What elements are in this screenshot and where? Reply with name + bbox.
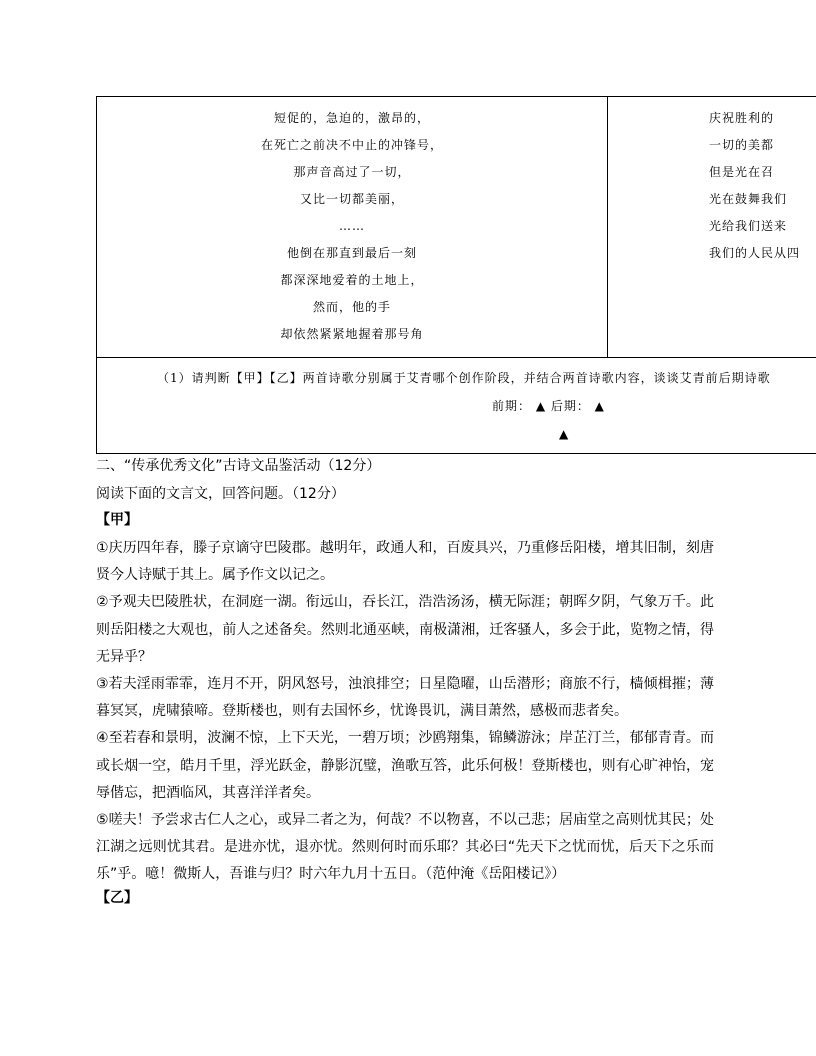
paragraph: ④至若春和景明，波澜不惊，上下天光，一碧万顷；沙鸥翔集，锦鳞游泳；岸芷汀兰，郁郁青青。而或长烟一空，皓月千里，浮光跃金，静影沉璧，渔歌互答，此乐何极！登斯楼也，则有心旷神怡，宠辱偕忘，把酒临风，其喜洋洋者矣。	[96, 730, 714, 801]
paragraph: ①庆历四年春，滕子京谪守巴陵郡。越明年，政通人和，百废具兴，乃重修岳阳楼，增其旧制，刻唐贤今人诗赋于其上。属予作文以记之。	[96, 540, 714, 584]
answer-slot: ▲	[559, 427, 570, 441]
question-text: （1）请判断【甲】【乙】两首诗歌分别属于艾青哪个创作阶段，并结合两首诗歌内容，谈谈艾青前后期诗歌	[157, 371, 771, 385]
poem-line: 短促的，急迫的，激昂的，	[273, 111, 430, 125]
poem-line: 但是光在召	[709, 165, 775, 179]
poem-line: 我们的人民从四	[709, 246, 801, 260]
poem-line: 那声音高过了一切，	[293, 165, 411, 179]
table-divider-vertical	[607, 97, 608, 357]
paragraph: ②予观夫巴陵胜状，在洞庭一湖。衔远山，吞长江，浩浩汤汤，横无际涯；朝晖夕阴，气象万千。此则岳阳楼之大观也，前人之述备矣。然则北通巫峡，南极潇湘，迁客骚人，多会于此，览物之情，得无异乎？	[96, 594, 714, 665]
poem-line: 都深深地爱着的土地上，	[280, 273, 424, 287]
table-divider-horizontal	[97, 357, 816, 358]
poem-line: 然而，他的手	[312, 300, 391, 314]
poem-line: 光给我们送来	[709, 219, 788, 233]
poem-line: 他倒在那直到最后一刻	[286, 246, 417, 260]
poem-table	[96, 96, 816, 454]
poem-line: 又比一切都美丽，	[299, 192, 404, 206]
paragraph: ⑤嗟夫！予尝求古仁人之心，或异二者之为，何哉？不以物喜，不以己悲；居庙堂之高则忧其民；处江湖之远则忧其君。是进亦忧，退亦忧。然则何时而乐耶？其必曰“先天下之忧而忧，后天下之乐而乐”乎。噫！微斯人，吾谁与归？时六年九月十五日。（范仲淹《岳阳楼记》）	[96, 812, 714, 883]
label-yi: 【乙】	[96, 890, 138, 906]
poem-line: 在死亡之前决不中止的冲锋号，	[260, 138, 443, 152]
paragraph: ③若夫淫雨霏霏，连月不开，阴风怒号，浊浪排空；日星隐曜，山岳潜形；商旅不行，樯倾楫摧；薄暮冥冥，虎啸猿啼。登斯楼也，则有去国怀乡，忧谗畏讥，满目萧然，感极而悲者矣。	[96, 676, 714, 720]
poem-line: 一切的美都	[709, 138, 775, 152]
classical-text	[96, 535, 714, 889]
section-intro: 阅读下面的文言文，回答问题。（12分）	[96, 486, 345, 502]
poem-yi	[709, 105, 816, 267]
answer-slots: 前期： ▲ 后期： ▲	[492, 399, 605, 413]
poem-line: 光在鼓舞我们	[709, 192, 788, 206]
poem-jia	[97, 105, 607, 348]
poem-line: 却依然紧紧地握着那号角	[280, 327, 424, 341]
section-title: 二、“传承优秀文化”古诗文品鉴活动（12分）	[96, 458, 381, 474]
label-jia: 【甲】	[96, 512, 138, 528]
poem-line: ……	[339, 219, 365, 233]
poem-line: 庆祝胜利的	[709, 111, 775, 125]
